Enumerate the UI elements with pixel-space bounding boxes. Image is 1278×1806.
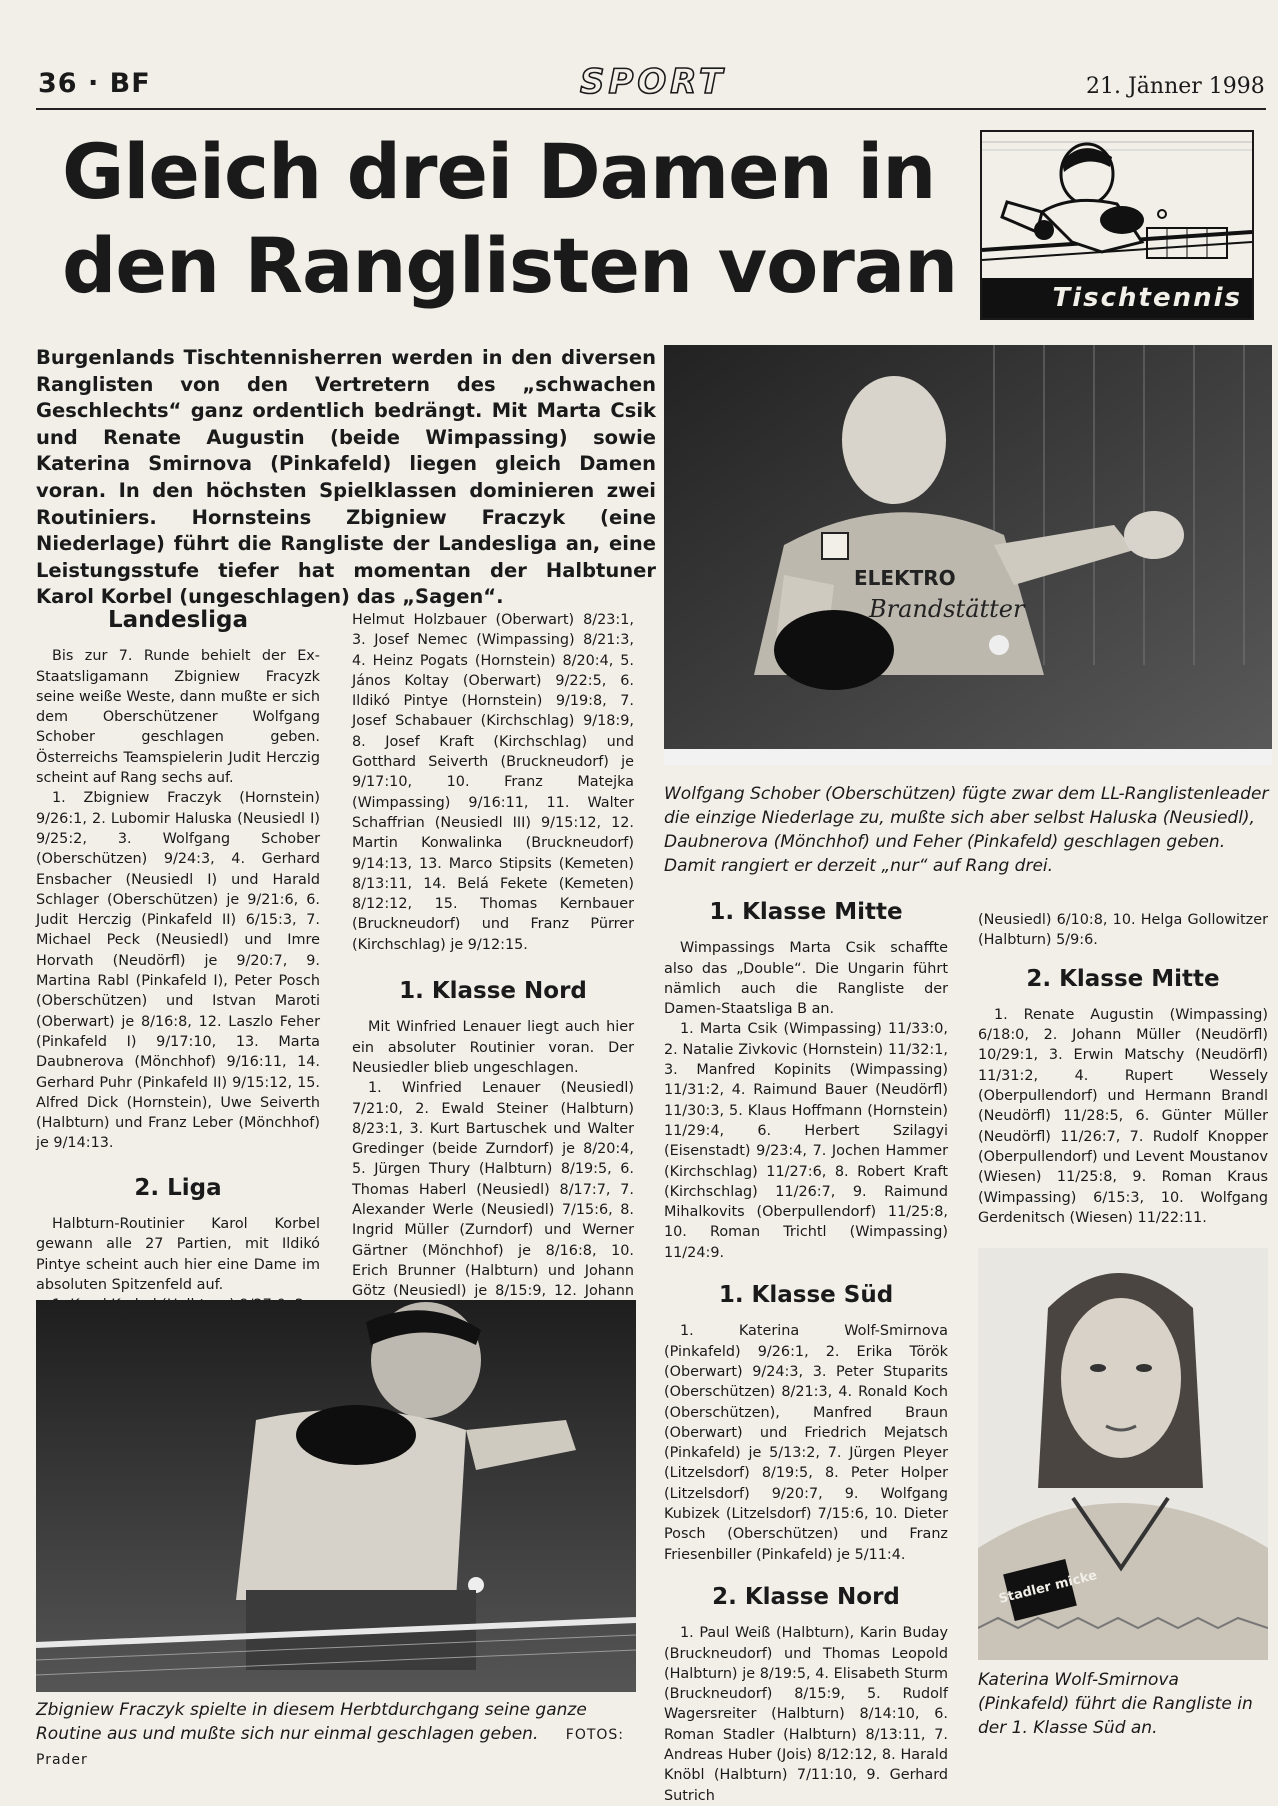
page-label: 36 · BF: [38, 68, 151, 99]
headline: Gleich drei Damen in den Ranglisten voran: [62, 127, 958, 310]
shirt-script: Brandstätter: [869, 595, 1025, 623]
table-tennis-player-icon: [982, 132, 1252, 278]
caption-bottom-left-text: Zbigniew Fraczyk spielte in diesem Herbtdurchgang seine ganze Routine aus und mußte sich nur einmal geschlagen geben.: [36, 1700, 587, 1744]
issue-date: 21. Jänner 1998: [1086, 74, 1265, 99]
mitte-ranking-continued: (Neusiedl) 6/10:8, 10. Helga Gollowitzer (Halbturn) 5/9:6.: [978, 912, 1268, 949]
heading-1-klasse-nord: 1. Klasse Nord: [399, 978, 587, 1005]
photo-katerina-wolf-smirnova: [978, 1248, 1268, 1660]
lead-paragraph: Burgenlands Tischtennisherren werden in den diversen Ranglisten von den Vertretern des „schwachen Geschlechts“ ganz ordentlich bedrängt. Mit Marta Csik und Renate Augustin (beide Wimpassing) sowie Katerina Smirnova (Pinkafeld) liegen gleich Damen voran. In den höchsten Spielklassen dominieren zwei Routiniers. Hornsteins Zbigniew Fraczyk (eine Niederlage) führt die Rangliste der Landesliga an, eine Leistungsstufe tiefer hat momentan der Halbtuner Karol Korbel (ungeschlagen) das „Sagen“.: [36, 346, 656, 609]
heading-2-klasse-nord: 2. Klasse Nord: [712, 1583, 900, 1610]
caption-bottom-left: [36, 1698, 648, 1772]
column-1: [36, 607, 320, 1316]
mitte-ranking: 1. Marta Csik (Wimpassing) 11/33:0, 2. Natalie Zivkovic (Hornstein) 11/32:1, 3. Manfred Kopinits (Wimpassing) 11/31:2, 4. Raimund Bauer (Neudörfl) 11/30:3, 5. Klaus Hoffmann (Hornstein) 11/29:4, 6. Herbert Szilagyi (Eisenstadt) 9/23:4, 7. Jochen Hammer (Kirchschlag) 11/27:6, 8. Robert Kraft (Kirchschlag) 11/26:7, 9. Raimund Mihalkovits (Oberpullendorf) 11/25:8, 10. Roman Trichtl (Wimpassing) 11/24:9.: [664, 1021, 948, 1261]
liga2-ranking-continued: Helmut Holzbauer (Oberwart) 8/23:1, 3. Josef Nemec (Wimpassing) 8/21:3, 4. Heinz Pogats (Hornstein) 8/20:4, 5. János Koltay (Oberwart) 9/22:5, 6. Ildikó Pintye (Hornstein) 9/19:8, 7. Josef Schabauer (Kirchschlag) 9/18:9, 8. Josef Kraft (Kirchschlag) und Gotthard Seiverth (Bruckneudorf) je 9/17:10, 10. Franz Matejka (Wimpassing) 9/16:11, 11. Walter Schaffrian (Neusiedl III) 9/15:12, 12. Martin Konwalinka (Bruckneudorf) 9/14:13, 13. Marco Stipsits (Kemeten) 8/13:11, 14. Belá Fekete (Kemeten) 8/12:12, 15. Thomas Kernbauer (Bruckneudorf) und Franz Pürrer (Kirchschlag) je 9/12:15.: [352, 612, 634, 953]
column-3: [664, 899, 948, 1806]
column-2: [352, 610, 634, 1322]
section-logo: [980, 130, 1254, 320]
heading-1-klasse-mitte: 1. Klasse Mitte: [709, 899, 903, 925]
section-title: SPORT: [580, 62, 727, 102]
mitte-intro: Wimpassings Marta Csik schaffte also das „Double“. Die Ungarin führt nämlich auch die Rangliste der Damen-Staatsliga B an.: [664, 940, 948, 1018]
heading-1-klasse-sued: 1. Klasse Süd: [718, 1282, 894, 1309]
landesliga-intro: Bis zur 7. Runde behielt der Ex-Staatsligamann Zbigniew Fracyzk seine weiße Weste, dann mußte er sich dem Oberschützener Wolfgang Schober geschlagen geben. Österreichs Teamspielerin Judit Herczig scheint auf Rang sechs auf.: [36, 648, 320, 787]
caption-bottom-right: Katerina Wolf-Smirnova (Pinkafeld) führt die Rangliste in der 1. Klasse Süd an.: [978, 1670, 1253, 1738]
nord2-ranking: 1. Paul Weiß (Halbturn), Karin Buday (Bruckneudorf) und Thomas Leopold (Halbturn) je 8/19:5, 4. Elisabeth Sturm (Bruckneudorf) 8/15:9, 5. Rudolf Wagersreiter (Halbturn) 8/14:10, 6. Roman Stadler (Halbturn) 8/13:11, 7. Andreas Huber (Jois) 8/12:12, 8. Harald Knöbl (Halbturn) 7/11:10, 9. Gerhard Sutrich: [664, 1625, 948, 1804]
caption-top-right: Wolfgang Schober (Oberschützen) fügte zwar dem LL-Ranglistenleader die einzige Niederlage zu, mußte sich aber selbst Haluska (Neusiedl), Daubnerova (Mönchhof) und Feher (Pinkafeld) geschlagen geben. Damit rangiert er derzeit „nur“ auf Rang drei.: [664, 784, 1269, 876]
shirt-text: ELEKTRO: [854, 566, 956, 590]
sweater-text: Stadler micke: [997, 1568, 1099, 1607]
photo-credit: FOTOS: Prader: [36, 1727, 625, 1768]
section-logo-label: Tischtennis: [982, 278, 1252, 318]
landesliga-ranking: 1. Zbigniew Fraczyk (Hornstein) 9/26:1, 2. Lubomir Haluska (Neusiedl I) 9/25:2, 3. Wolfgang Schober (Oberschützen) 9/24:3, 4. Gerhard Ensbacher (Neusiedl I) und Harald Schlager (Oberschützen) je 9/21:6, 6. Judit Herczig (Pinkafeld II) 6/15:3, 7. Michael Peck (Neusiedl) und Imre Horvath (Neudörfl) je 9/20:7, 9. Martina Rabl (Pinkafeld I), Peter Posch (Oberschützen) und Istvan Maroti (Oberwart) je 8/16:8, 12. Laszlo Feher (Pinkafeld I) 9/17:10, 13. Marta Daubnerova (Mönchhof) 9/16:11, 14. Gerhard Puhr (Pinkafeld II) 9/15:12, 15. Alfred Dick (Hornstein), Uwe Seiverth (Halbturn) und Franz Leber (Mönchhof) je 9/14:13.: [36, 790, 320, 1152]
heading-2-klasse-mitte: 2. Klasse Mitte: [1026, 965, 1220, 992]
heading-2-liga: 2. Liga: [134, 1174, 222, 1201]
column-4: [978, 910, 1268, 1228]
liga2-intro: Halbturn-Routinier Karol Korbel gewann alle 27 Partien, mit Ildikó Pintye scheint auch hier eine Dame im absoluten Spitzenfeld auf.: [36, 1216, 320, 1293]
header-rule: [36, 108, 1266, 110]
nord-ranking: 1. Winfried Lenauer (Neusiedl) 7/21:0, 2. Ewald Steiner (Halbturn) 8/23:1, 3. Kurt Bartuschek und Walter Gredinger (beide Zurndorf) je 8/20:4, 5. Jürgen Thury (Halbturn) 8/19:5, 6. Thomas Haberl (Neusiedl) 8/17:7, 7. Alexander Werle (Neusiedl) 7/15:6, 8. Ingrid Müller (Zurndorf) und Werner Gärtner (Mönchhof) je 8/16:8, 10. Erich Brunner (Halbturn) und Johann Götz (Neusiedl) je 8/15:9, 12. Johann: [352, 1080, 634, 1300]
photo-wolfgang-schober: [664, 345, 1272, 765]
nord-intro: Mit Winfried Lenauer liegt auch hier ein absoluter Routinier voran. Der Neusiedler blieb ungeschlagen.: [352, 1019, 634, 1076]
photo-zbigniew-fraczyk: [36, 1300, 636, 1692]
heading-landesliga: Landesliga: [107, 607, 249, 633]
sued-ranking: 1. Katerina Wolf-Smirnova (Pinkafeld) 9/26:1, 2. Erika Török (Oberwart) 9/24:3, 3. Peter Stuparits (Oberschützen) 8/21:3, 4. Ronald Koch (Oberschützen), Manfred Braun (Oberwart) und Friedrich Mejatsch (Pinkafeld) je 5/13:2, 7. Jürgen Pleyer (Litzelsdorf) 8/19:5, 8. Peter Holper (Litzelsdorf) 9/20:7, 9. Wolfgang Kubizek (Litzelsdorf) 7/15:6, 10. Dieter Posch (Oberschützen) und Franz Friesenbiller (Pinkafeld) je 5/11:4.: [664, 1323, 948, 1563]
mitte2-ranking: 1. Renate Augustin (Wimpassing) 6/18:0, 2. Johann Müller (Neudörfl) 10/29:1, 3. Erwin Matschy (Neudörfl) 11/31:2, 4. Rupert Wessely (Oberpullendorf) und Hermann Brandl (Neudörfl) 11/28:5, 6. Günter Müller (Neudörfl) 11/26:7, 7. Rudolf Knopper (Oberpullendorf) und Levent Moustanov (Wiesen) 11/25:8, 9. Roman Kraus (Wimpassing) 6/15:3, 10. Wolfgang Gerdenitsch (Wiesen) 11/22:11.: [978, 1006, 1268, 1226]
